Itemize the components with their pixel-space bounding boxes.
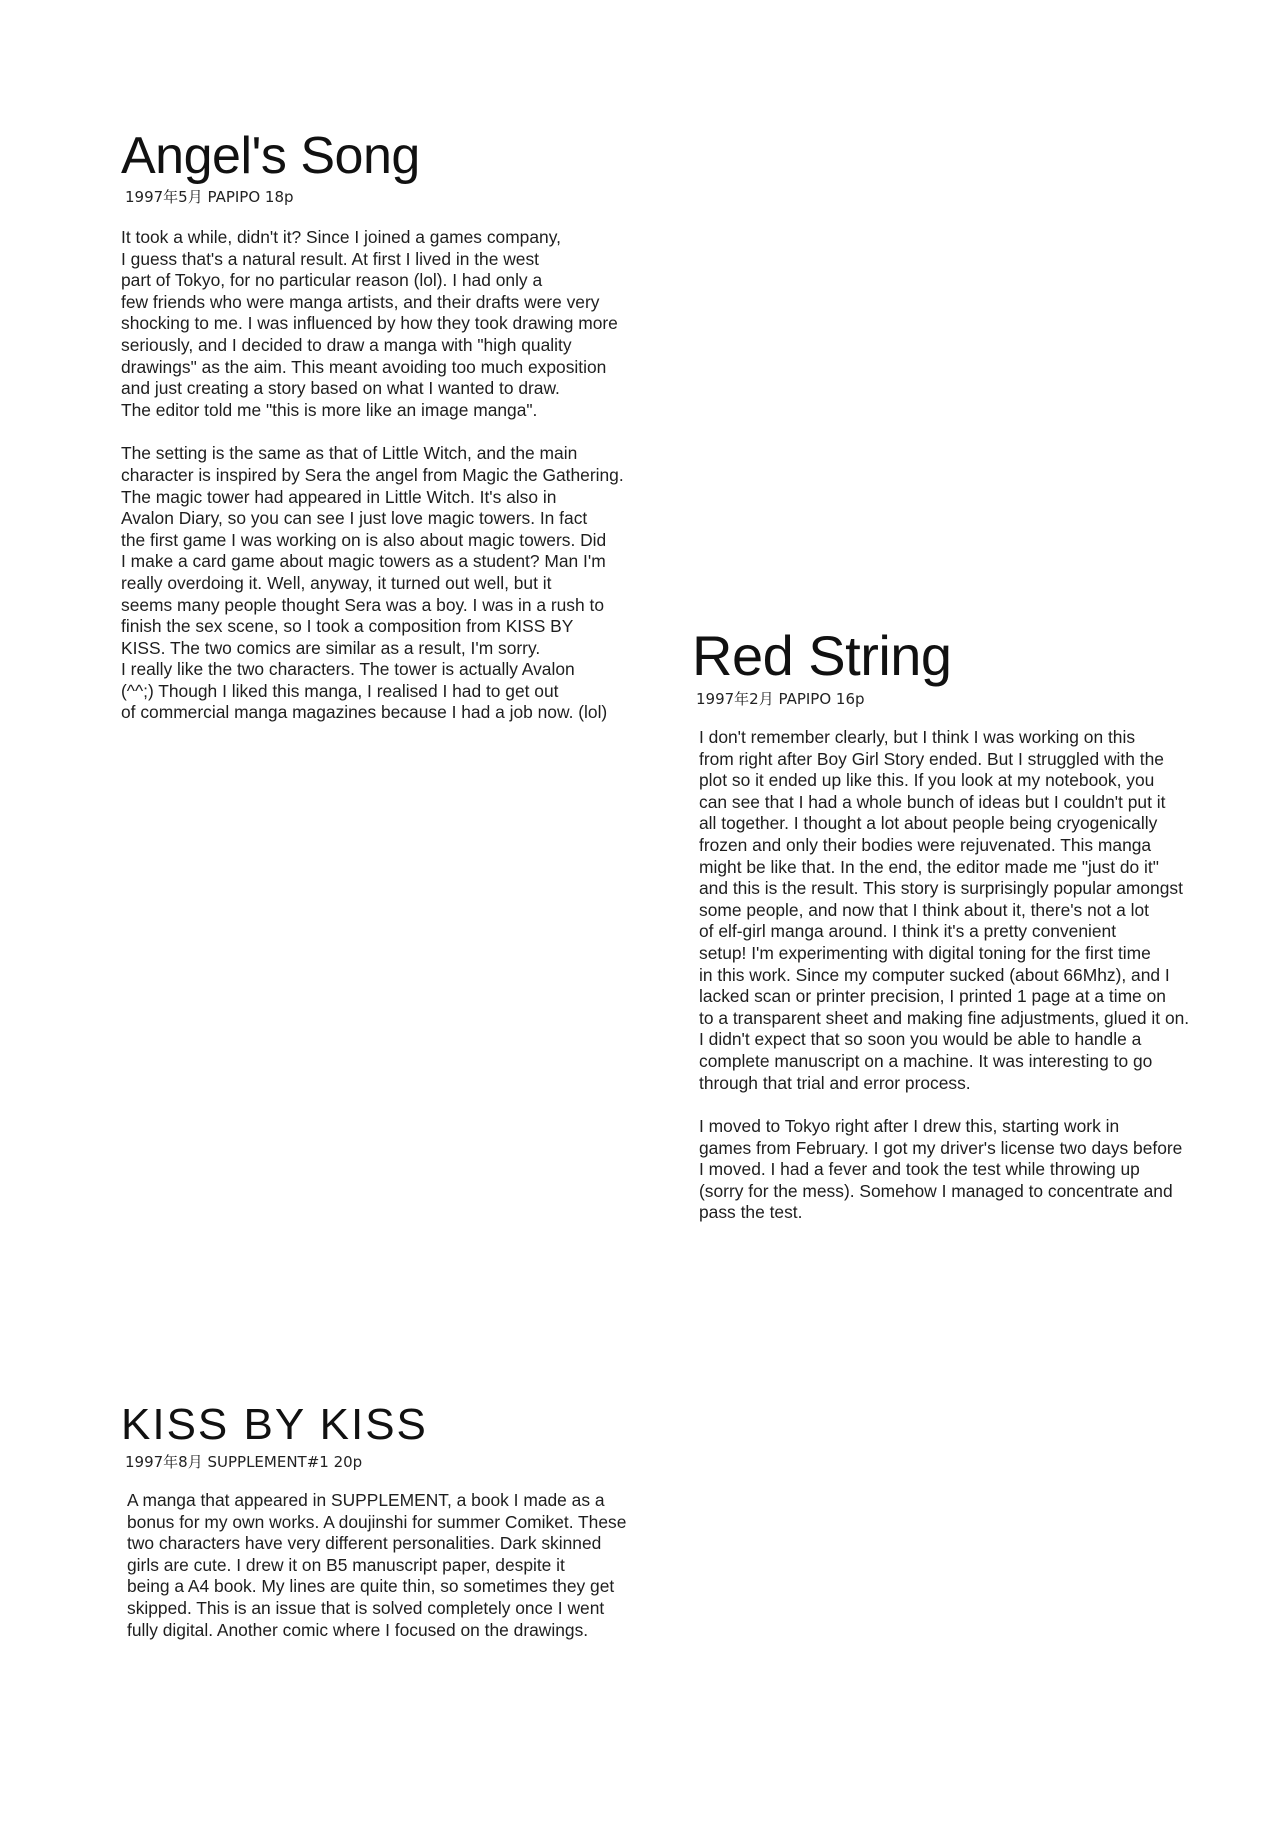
section-meta: 1997年2月 PAPIPO 16p: [696, 690, 865, 708]
text-line: lacked scan or printer precision, I printed 1 page at a time on: [699, 986, 1166, 1007]
text-line: I really like the two characters. The tower is actually Avalon: [121, 659, 575, 680]
paragraph: [127, 1490, 626, 1641]
section-title: Angel's Song: [121, 127, 420, 185]
text-line: from right after Boy Girl Story ended. But I struggled with the: [699, 748, 1164, 769]
text-line: the first game I was working on is also about magic towers. Did: [121, 529, 607, 550]
section-red-string: [692, 624, 1190, 1246]
section-kiss-by-kiss: [121, 1400, 627, 1663]
text-line: pass the test.: [699, 1202, 803, 1223]
text-line: The magic tower had appeared in Little Witch. It's also in: [121, 486, 557, 507]
text-line: The editor told me "this is more like an image manga".: [121, 399, 538, 420]
text-line: and this is the result. This story is surprisingly popular amongst: [699, 878, 1183, 899]
paragraph: [699, 1116, 1189, 1224]
text-line: I make a card game about magic towers as a student? Man I'm: [121, 551, 606, 572]
section-meta: 1997年5月 PAPIPO 18p: [125, 188, 294, 206]
section-meta: 1997年8月 SUPPLEMENT#1 20p: [125, 1453, 363, 1471]
text-line: I guess that's a natural result. At first I lived in the west: [121, 248, 539, 269]
text-line: can see that I had a whole bunch of ideas but I couldn't put it: [699, 791, 1166, 812]
text-line: skipped. This is an issue that is solved completely once I went: [127, 1597, 605, 1618]
section-angels-song: [121, 127, 624, 746]
text-line: A manga that appeared in SUPPLEMENT, a book I made as a: [127, 1490, 605, 1510]
text-line: character is inspired by Sera the angel from Magic the Gathering.: [121, 464, 624, 485]
text-line: complete manuscript on a machine. It was interesting to go: [699, 1050, 1153, 1071]
text-line: of commercial manga magazines because I had a job now. (lol): [121, 702, 608, 723]
paragraph: [121, 443, 624, 724]
text-line: games from February. I got my driver's license two days before: [699, 1137, 1183, 1158]
text-line: finish the sex scene, so I took a composition from KISS BY: [121, 616, 574, 637]
text-line: to a transparent sheet and making fine adjustments, glued it on.: [699, 1007, 1190, 1028]
text-line: frozen and only their bodies were rejuvenated. This manga: [699, 834, 1152, 855]
text-line: KISS. The two comics are similar as a result, I'm sorry.: [121, 637, 541, 658]
text-line: really overdoing it. Well, anyway, it turned out well, but it: [121, 572, 552, 593]
paragraph: [699, 727, 1189, 1094]
text-line: plot so it ended up like this. If you look at my notebook, you: [699, 770, 1155, 791]
text-line: of elf-girl manga around. I think it's a pretty convenient: [699, 921, 1117, 942]
text-line: The setting is the same as that of Little Witch, and the main: [121, 443, 578, 464]
text-line: shocking to me. I was influenced by how they took drawing more: [121, 313, 618, 334]
section-body: [127, 1490, 626, 1641]
text-line: girls are cute. I drew it on B5 manuscript paper, despite it: [127, 1554, 565, 1575]
text-line: seems many people thought Sera was a boy. I was in a rush to: [121, 594, 605, 615]
text-line: It took a while, didn't it? Since I joined a games company,: [121, 227, 561, 247]
text-line: and just creating a story based on what I wanted to draw.: [121, 378, 560, 399]
text-line: I moved. I had a fever and took the test while throwing up: [699, 1159, 1140, 1180]
text-line: setup! I'm experimenting with digital toning for the first time: [699, 942, 1151, 963]
text-line: seriously, and I decided to draw a manga with "high quality: [121, 334, 572, 355]
section-body: [121, 227, 624, 724]
text-line: some people, and now that I think about it, there's not a lot: [699, 899, 1149, 920]
text-line: Avalon Diary, so you can see I just love magic towers. In fact: [121, 508, 588, 529]
text-line: I didn't expect that so soon you would be able to handle a: [699, 1029, 1142, 1050]
text-line: might be like that. In the end, the editor made me "just do it": [699, 856, 1159, 877]
text-line: part of Tokyo, for no particular reason (lol). I had only a: [121, 270, 543, 291]
text-line: drawings" as the aim. This meant avoiding too much exposition: [121, 356, 607, 377]
paragraph: [121, 227, 624, 421]
section-body: [699, 727, 1189, 1224]
text-line: all together. I thought a lot about people being cryogenically: [699, 813, 1158, 834]
section-title: KISS BY KISS: [121, 1400, 428, 1449]
text-line: I moved to Tokyo right after I drew this, starting work in: [699, 1116, 1120, 1137]
text-line: fully digital. Another comic where I focused on the drawings.: [127, 1619, 589, 1640]
section-title: Red String: [692, 624, 952, 687]
text-line: two characters have very different personalities. Dark skinned: [127, 1533, 602, 1554]
text-line: I don't remember clearly, but I think I was working on this: [699, 727, 1136, 747]
text-line: (^^;) Though I liked this manga, I realised I had to get out: [121, 680, 559, 701]
text-line: being a A4 book. My lines are quite thin, so sometimes they get: [127, 1576, 615, 1597]
text-line: (sorry for the mess). Somehow I managed to concentrate and: [699, 1180, 1173, 1201]
text-line: through that trial and error process.: [699, 1072, 971, 1093]
text-line: bonus for my own works. A doujinshi for summer Comiket. These: [127, 1511, 627, 1532]
text-line: in this work. Since my computer sucked (about 66Mhz), and I: [699, 964, 1170, 985]
text-line: few friends who were manga artists, and their drafts were very: [121, 291, 600, 312]
